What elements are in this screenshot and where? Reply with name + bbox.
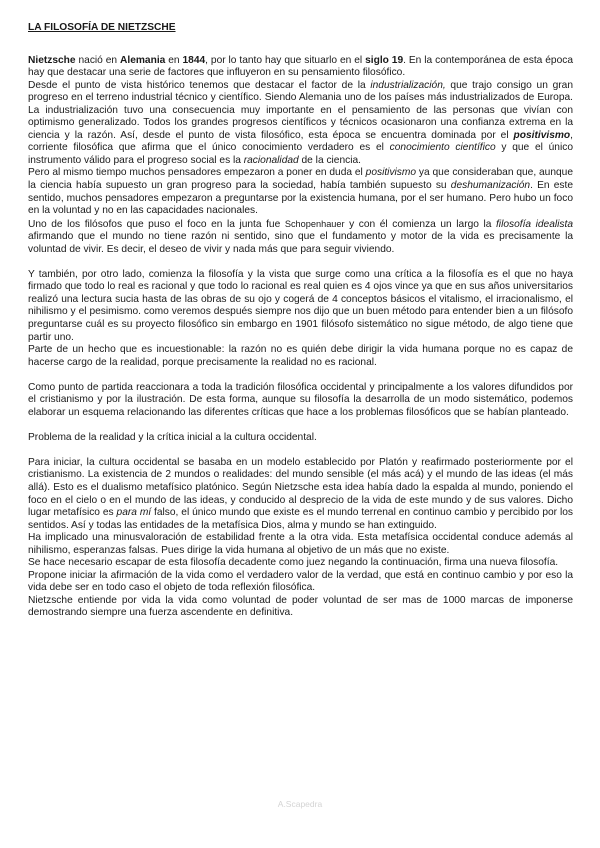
bold-nietzsche: Nietzsche [28, 54, 76, 66]
document-title: LA FILOSOFÍA DE NIETZSCHE [28, 22, 176, 33]
name-schopenhauer: Schopenhauer [284, 218, 345, 229]
paragraph-schopenhauer: Uno de los filósofos que puso el foco en la junta fue Schopenhauer y con él comienza un largo la filosofía idealista afirmando que el mundo no tiene razón ni sentido, sino que el fundamento y motor de la vida es precisamente la voluntad de vivir. Es decir, el deseo de vivir y nada más que para seguir viviendo. [28, 218, 574, 255]
paragraph-escape: Se hace necesario escapar de esta filosofía decadente como juez negando la continuación, firma una nueva filosofía. [28, 557, 559, 569]
paragraph-birth: Nietzsche nació en Alemania en 1844, por lo tanto hay que situarlo en el siglo 19. En la contemporánea de esta época hay que destacar una serie de factores que influyeron en su pensamiento filosófico. [28, 54, 573, 79]
paragraph-doubt: Pero al mismo tiempo muchos pensadores empezaron a poner en duda el positivismo ya que consideraban que, aunque la ciencia había supuesto un gran progreso para la sociedad, había también supuesto su deshumanización. En este sentido, muchos pensadores empezaron a preguntarse por la existencia humana, por el ser humano. Pero hubo un foco en la voluntad y no en las capacidades nacionales. [28, 167, 574, 217]
document-page [28, 22, 573, 620]
italic-deshumanizacion: deshumanización [450, 180, 531, 192]
paragraph-critique: Y también, por otro lado, comienza la filosofía y la vista que surge como una crítica a la filosofía es el que no haya firmado que todo lo real es racional y que todo lo racional es real quien es 4 ojos vince ya que en sus años universitarios realizó una lectura sucia hasta de las obras de su ojo y cogerá de 4 conceptos básicos el vitalismo, el irracionalismo, el nihilismo y el pesimismo. como veremos después siempre nos dijo que un buen método para entender bien a un filósofo preguntarse cuál es su proyecto filosófico sin embargo en 1901 filósofo sistemático no sigue método, de algo tiene que partir uno. [28, 268, 573, 343]
paragraph-will-to-power: Nietzsche entiende por vida la vida como voluntad de poder voluntad de ser mas de 1000 marcas de imponerse demostrando siempre una fuerza ascendente en definitiva. [28, 594, 573, 619]
paragraph-tradition: Como punto de partida reaccionara a toda la tradición filosófica occidental y principalmente a los valores difundidos por el cristianismo y por la ilustración. De esta forma, aunque su filosofía la desarrolla de un modo sistemático, podemos elaborar un esquema relacionando las diferentes críticas que hace a los problemas filosóficos que se habían planteado. [28, 381, 573, 418]
watermark: A.Scapedra [277, 799, 323, 809]
italic-industrializacion: industrialización, [370, 79, 446, 91]
paragraph-reason: Parte de un hecho que es incuestionable: la razón no es quién debe dirigir la vida humana porque no es capaz de hacerse cargo de la realidad, porque precisamente la realidad no es racional. [28, 344, 573, 368]
section-heading: Problema de la realidad y la crítica inicial a la cultura occidental. [28, 431, 317, 443]
paragraph-industrialization: Desde el punto de vista histórico tenemos que destacar el factor de la industrialización, que trajo consigo un gran progreso en el terreno industrial técnico y científico. Siendo Alemania uno de los países más industrializados de Europa. La industrialización tuvo una consecuencia muy importante en el pensamiento de las personas que vivían con optimismo generalizado. Todos los grandes progresos científicos y técnicos ocasionaron una confianza extrema en la ciencia y la razón. Así, desde el punto de vista filosófico, esta época se encuentra dominada por el positivismo, corriente filosófica que afirma que el único conocimiento verdadero es el conocimiento científico y que el único instrumento válido para el progreso social es la racionalidad de la ciencia. [28, 79, 574, 166]
italic-para-mi: para mí [116, 507, 152, 519]
paragraph-plato: Para iniciar, la cultura occidental se basaba en un modelo establecido por Platón y reafirmado posteriormente por el cristianismo. La existencia de 2 mundos o realidades: del mundo sensible (el más acá) y el mundo de las ideas (el más allá). Esto es el dualismo metafísico platónico. Según Nietzsche esta idea había dado la espalda al mundo, poniendo el foco en el cielo o en el mundo de las ideas, y conducido al desprecio de la vida de este mundo y de sus valores. Dicho lugar metafísico es para mí falso, el único mundo que existe es el mundo terrenal en continuo cambio y percibido por los sentidos. Así y todas las entidades de la metafísica Dios, alma y mundo se han extinguido. [28, 456, 573, 531]
italic-filosofia-idealista: filosofía idealista [495, 218, 574, 230]
bold-alemania: Alemania [120, 54, 166, 66]
bold-century: siglo 19 [365, 54, 404, 66]
italic-racionalidad: racionalidad [243, 154, 299, 166]
italic-positivismo: positivismo [365, 167, 417, 179]
paragraph-nihilism: Ha implicado una minusvaloración de estabilidad frente a la otra vida. Esta metafísica occidental conduce además al nihilismo, esperanzas falsas. Pues dirige la vida humana al objetivo de un más que no existe. [28, 532, 573, 556]
italic-conocimiento: conocimiento científico [389, 142, 496, 154]
bold-year: 1844 [182, 54, 206, 66]
bold-positivismo: positivismo [513, 129, 571, 141]
paragraph-affirmation: Propone iniciar la afirmación de la vida como el verdadero valor de la verdad, que está en continuo cambio y por eso la vida debe ser en todo caso el objeto de toda reflexión filosófica. [28, 569, 573, 594]
